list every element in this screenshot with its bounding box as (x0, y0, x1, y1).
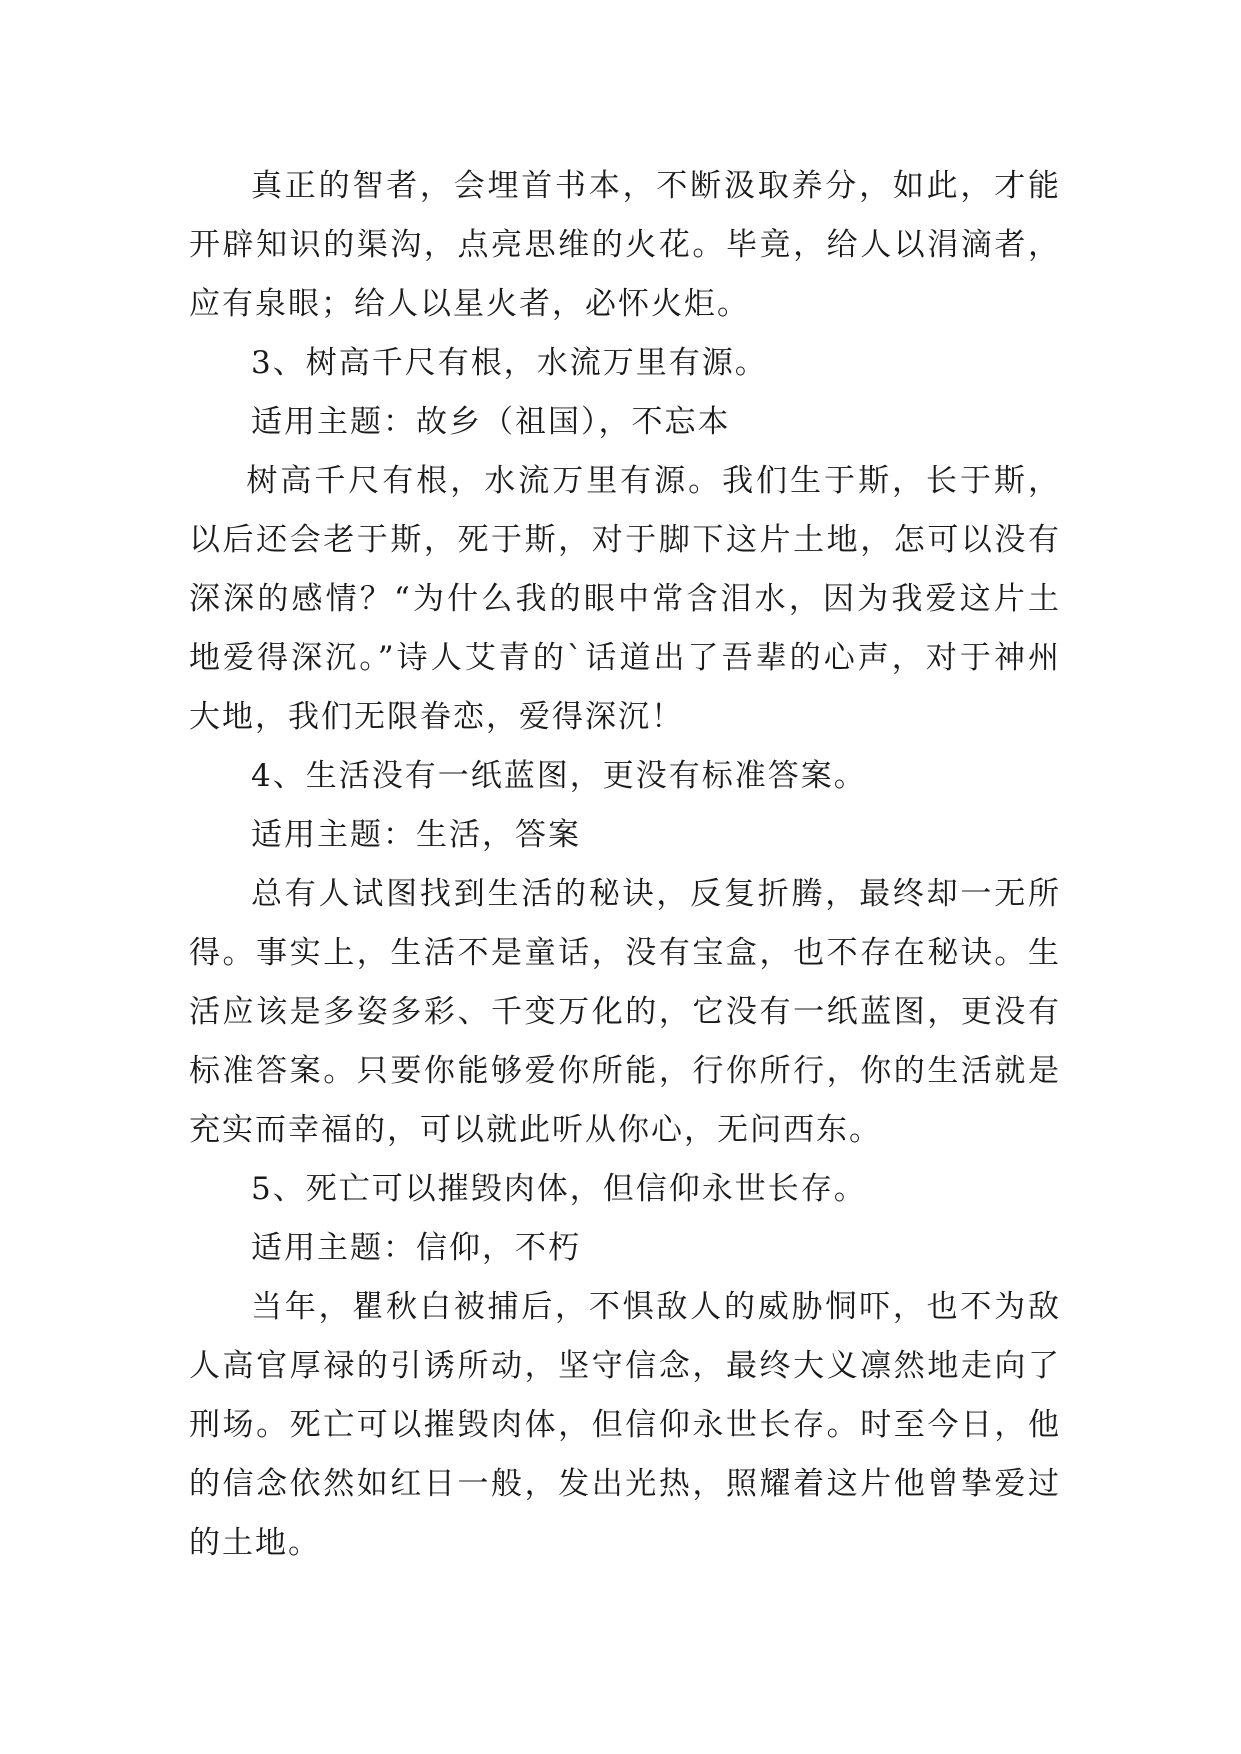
paragraph-homeland: 树高千尺有根，水流万里有源。我们生于斯，长于斯，以后还会老于斯，死于斯，对于脚下这片土地，怎可以没有深深的感情？“为什么我的眼中常含泪水，因为我爱这片土地爱得深沉。”诗人艾青的`话道出了吾辈的心声，对于神州大地，我们无限眷恋，爱得深沉！ (189, 463, 1061, 735)
heading-item-3: 3、树高千尺有根，水流万里有源。 (251, 345, 768, 381)
heading-item-4: 4、生活没有一纸蓝图，更没有标准答案。 (251, 758, 867, 794)
paragraph-belief: 当年，瞿秋白被捕后，不惧敌人的威胁恫吓，也不为敌人高官厚禄的引诱所动，坚守信念，最终大义凛然地走向了刑场。死亡可以摧毁肉体，但信仰永世长存。时至今日，他的信念依然如红日一般，发出光热，照耀着这片他曾挚爱过的土地。 (189, 1289, 1061, 1561)
heading-item-5: 5、死亡可以摧毁肉体，但信仰永世长存。 (251, 1171, 867, 1207)
document-body (189, 157, 1061, 1573)
theme-item-5: 适用主题：信仰，不朽 (251, 1230, 581, 1266)
paragraph-life: 总有人试图找到生活的秘诀，反复折腾，最终却一无所得。事实上，生活不是童话，没有宝盒，也不存在秘诀。生活应该是多姿多彩、千变万化的，它没有一纸蓝图，更没有标准答案。只要你能够爱你所能，行你所行，你的生活就是充实而幸福的，可以就此听从你心，无问西东。 (189, 876, 1061, 1148)
paragraph-wise-reader: 真正的智者，会埋首书本，不断汲取养分，如此，才能开辟知识的渠沟，点亮思维的火花。毕竟，给人以涓滴者，应有泉眼；给人以星火者，必怀火炬。 (189, 168, 1061, 322)
theme-item-4: 适用主题：生活，答案 (251, 817, 581, 853)
theme-item-3: 适用主题：故乡（祖国），不忘本 (251, 404, 731, 440)
